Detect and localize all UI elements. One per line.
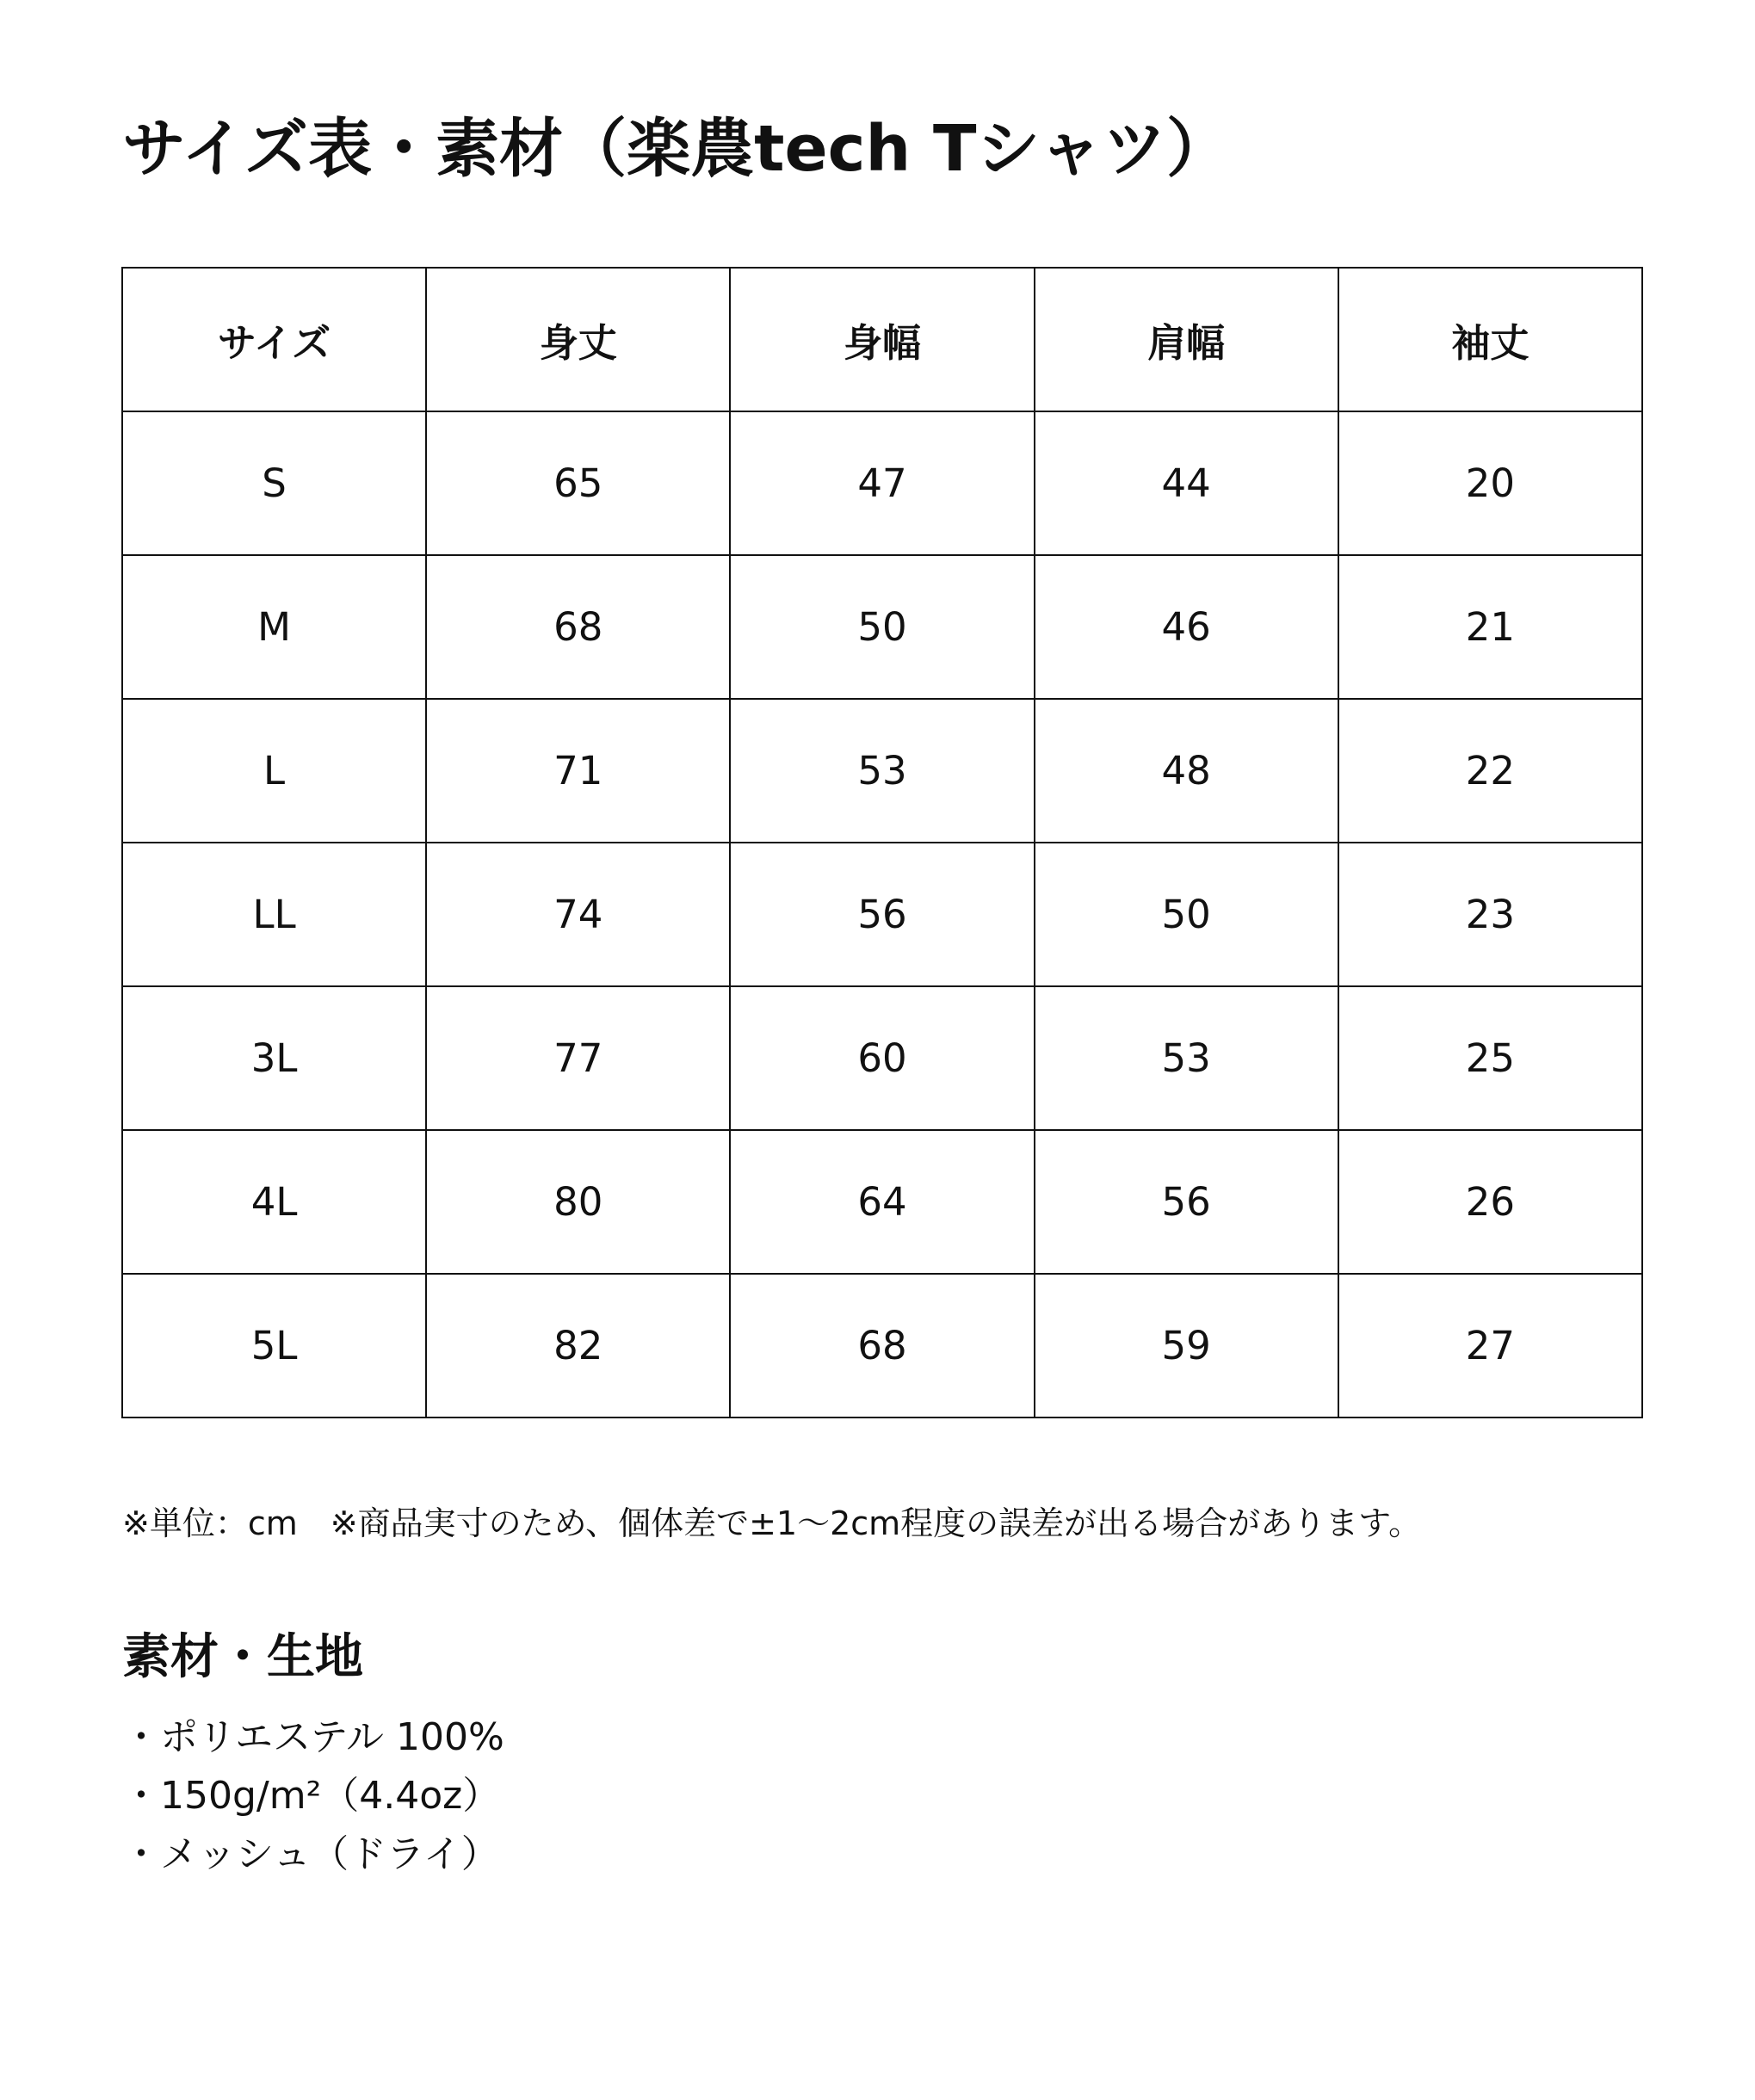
table-cell: 64	[730, 1130, 1034, 1274]
table-cell: 56	[730, 843, 1034, 986]
table-cell: 74	[426, 843, 730, 986]
table-cell: 68	[426, 555, 730, 699]
table-cell: 25	[1338, 986, 1642, 1130]
page-title: サイズ表・素材（楽農tech Tシャツ）	[122, 112, 1230, 186]
table-cell: 65	[426, 411, 730, 555]
table-cell: 21	[1338, 555, 1642, 699]
size-table	[121, 267, 1643, 1418]
table-cell: 80	[426, 1130, 730, 1274]
header-body-width: 身幅	[730, 268, 1034, 411]
table-cell: 5L	[122, 1274, 426, 1418]
list-item: ・ポリエステル 100%	[122, 1715, 504, 1759]
table-cell: 44	[1035, 411, 1338, 555]
table-cell: 47	[730, 411, 1034, 555]
header-size: サイズ	[122, 268, 426, 411]
table-cell: 77	[426, 986, 730, 1130]
material-heading: 素材・生地	[122, 1629, 363, 1685]
table-row	[122, 699, 1642, 843]
table-cell: L	[122, 699, 426, 843]
table-row	[122, 843, 1642, 986]
table-cell: M	[122, 555, 426, 699]
table-row	[122, 1274, 1642, 1418]
table-cell: 3L	[122, 986, 426, 1130]
table-cell: S	[122, 411, 426, 555]
measurement-note: ※単位：cm ※商品実寸のため、個体差で±1〜2cm程度の誤差が出る場合があります。	[122, 1504, 1422, 1542]
table-cell: 71	[426, 699, 730, 843]
table-cell: 50	[730, 555, 1034, 699]
table-cell: LL	[122, 843, 426, 986]
table-cell: 22	[1338, 699, 1642, 843]
table-cell: 20	[1338, 411, 1642, 555]
material-list	[122, 1708, 504, 1884]
table-cell: 56	[1035, 1130, 1338, 1274]
list-item: ・メッシュ（ドライ）	[122, 1832, 499, 1876]
header-sleeve-length: 袖丈	[1338, 268, 1642, 411]
table-row	[122, 1130, 1642, 1274]
table-row	[122, 986, 1642, 1130]
table-cell: 4L	[122, 1130, 426, 1274]
table-cell: 46	[1035, 555, 1338, 699]
table-header-row	[122, 268, 1642, 411]
table-cell: 50	[1035, 843, 1338, 986]
table-cell: 48	[1035, 699, 1338, 843]
table-cell: 59	[1035, 1274, 1338, 1418]
list-item: ・150g/m²（4.4oz）	[122, 1774, 501, 1818]
header-shoulder-width: 肩幅	[1035, 268, 1338, 411]
table-row	[122, 555, 1642, 699]
table-cell: 82	[426, 1274, 730, 1418]
table-cell: 53	[1035, 986, 1338, 1130]
header-body-length: 身丈	[426, 268, 730, 411]
table-cell: 26	[1338, 1130, 1642, 1274]
table-cell: 53	[730, 699, 1034, 843]
table-cell: 23	[1338, 843, 1642, 986]
table-cell: 68	[730, 1274, 1034, 1418]
table-cell: 60	[730, 986, 1034, 1130]
table-row	[122, 411, 1642, 555]
table-cell: 27	[1338, 1274, 1642, 1418]
